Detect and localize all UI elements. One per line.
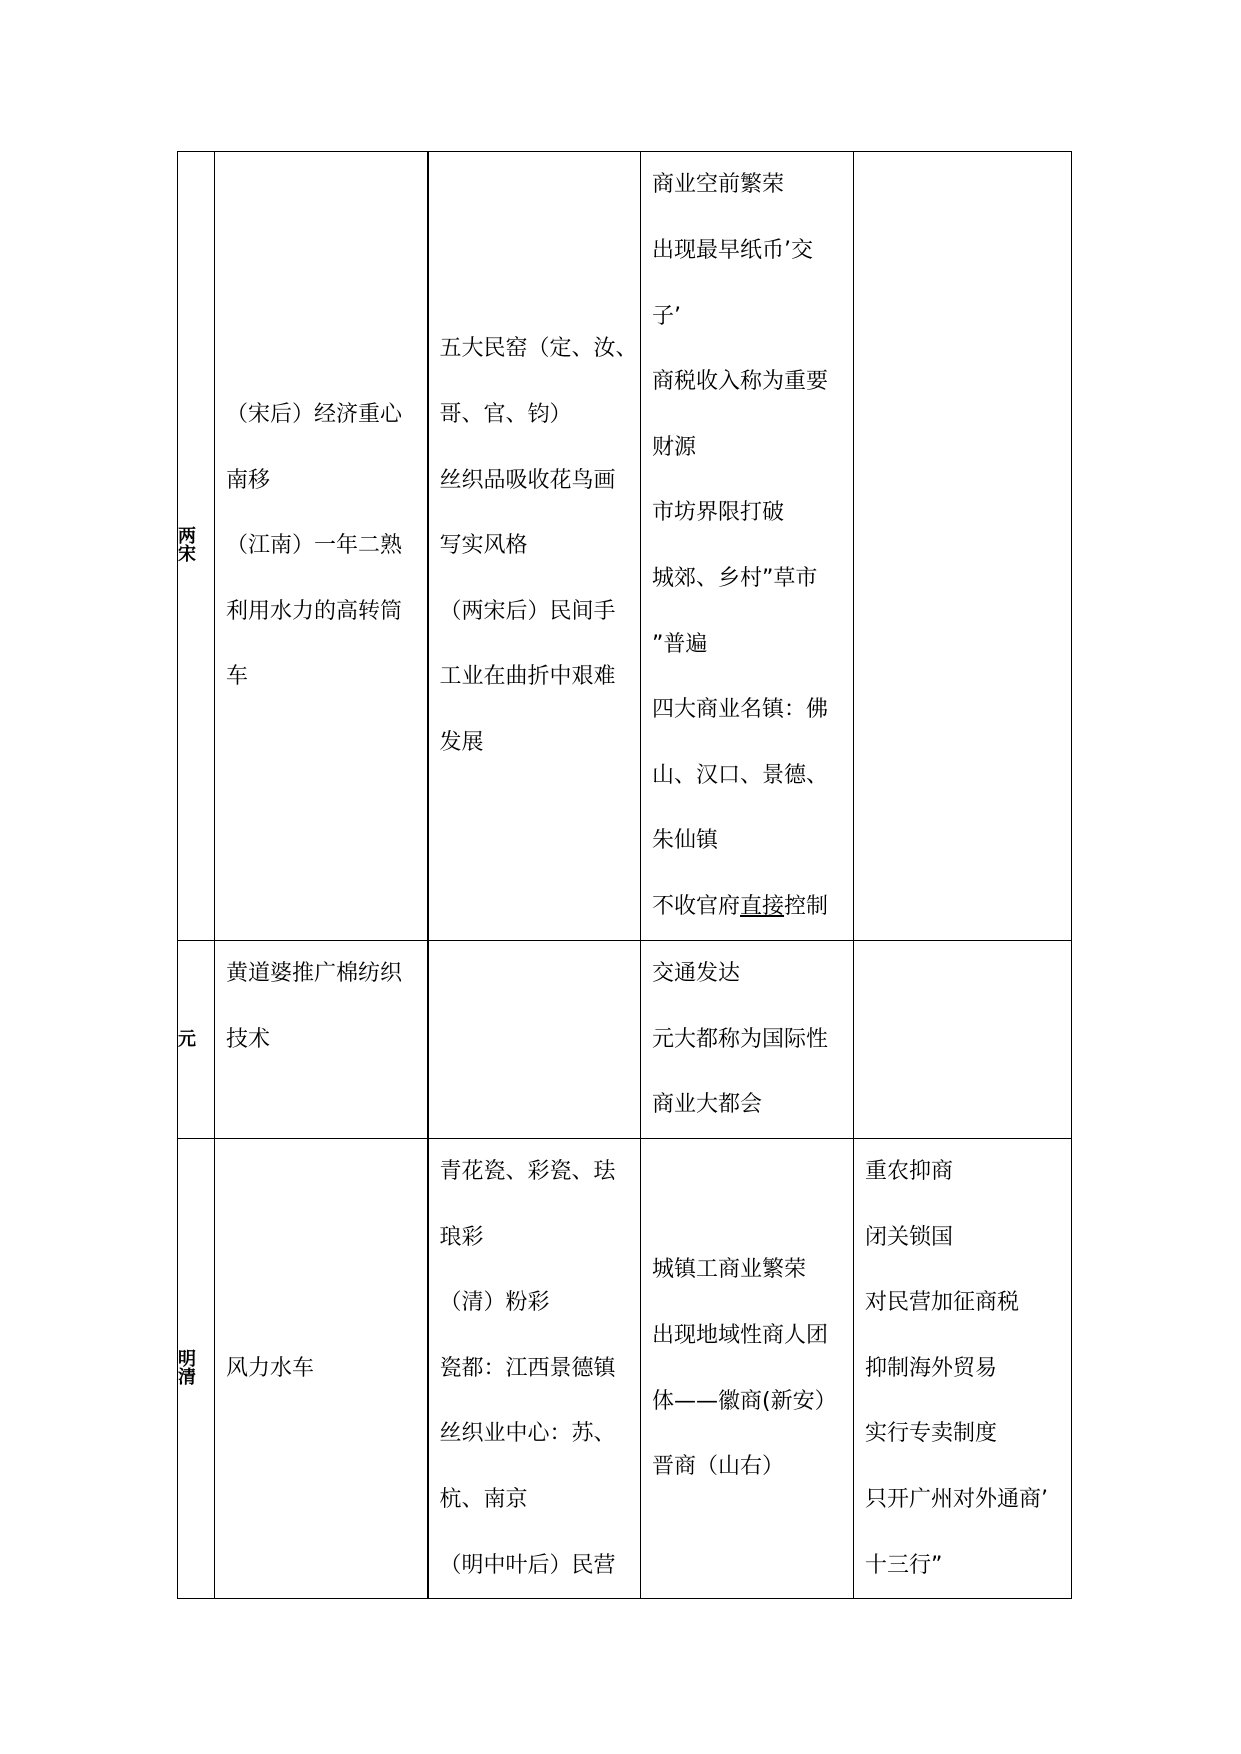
handicraft-cell	[428, 941, 641, 1139]
cell-line: 技术	[226, 1026, 271, 1052]
cell-line: 商业空前繁荣	[652, 172, 785, 198]
agriculture-cell	[215, 941, 428, 1139]
cell-line: 写实风格	[439, 533, 528, 559]
cell-line: 子’	[652, 303, 681, 329]
cell-line: 黄道婆推广棉纺织	[226, 961, 403, 987]
cell-line: 五大民窑（定、汝、	[439, 336, 638, 362]
period-label: 明清	[178, 1348, 196, 1388]
cell-line: 市坊界限打破	[652, 500, 785, 526]
cell-line: 朱仙镇	[652, 828, 719, 854]
period-cell	[178, 941, 215, 1139]
policy-cell	[854, 941, 1072, 1139]
cell-line: 利用水力的高转筒	[226, 598, 403, 624]
table-row-song	[178, 152, 1072, 941]
cell-line: 瓷都：江西景德镇	[439, 1355, 616, 1381]
cell-line: （宋后）经济重心	[226, 402, 403, 428]
cell-line: 哥、官、钧）	[439, 402, 572, 428]
handicraft-cell	[428, 1139, 641, 1599]
cell-line	[226, 1072, 427, 1138]
cell-line: 四大商业名镇：佛	[652, 697, 829, 723]
cell-line: 实行专卖制度	[865, 1421, 998, 1447]
cell-line: 南移	[226, 467, 271, 493]
cell-line: 山、汉口、景德、	[652, 762, 829, 788]
cell-line: 发展	[439, 729, 484, 755]
cell-line: 商税收入称为重要	[652, 369, 829, 395]
cell-line: （两宋后）民间手	[439, 598, 616, 624]
cell-line-last	[652, 874, 853, 940]
cell-line: （清）粉彩	[439, 1290, 550, 1316]
cell-line: 重农抑商	[865, 1159, 954, 1184]
cell-line: 十三行”	[865, 1552, 943, 1578]
cell-line: 琅彩	[439, 1224, 484, 1250]
cell-line: 城镇工商业繁荣	[652, 1257, 807, 1283]
cell-line: 车	[226, 664, 249, 690]
table-row-yuan	[178, 941, 1072, 1139]
commerce-cell	[641, 941, 854, 1139]
cell-line: 出现地域性商人团	[652, 1322, 829, 1348]
cell-line: 工业在曲折中艰难	[439, 664, 616, 690]
cell-line: 体——徽商(新安）	[652, 1388, 837, 1414]
cell-line: （明中叶后）民营	[439, 1552, 616, 1578]
cell-line: 财源	[652, 434, 697, 460]
handicraft-cell	[428, 152, 641, 941]
cell-line: 对民营加征商税	[865, 1290, 1020, 1316]
cell-line: ”普遍	[652, 631, 708, 657]
cell-line: 青花瓷、彩瓷、珐	[439, 1159, 616, 1184]
cell-line: 丝织业中心：苏、	[439, 1421, 616, 1447]
period-label: 两宋	[178, 526, 196, 566]
text-fragment: 控制	[784, 893, 829, 919]
history-economy-table	[177, 151, 1072, 1599]
period-label: 元	[178, 1028, 196, 1050]
agriculture-cell	[215, 152, 428, 941]
underlined-text: 直接	[740, 893, 785, 919]
cell-line: 杭、南京	[439, 1486, 528, 1512]
cell-line: 晋商（山右）	[652, 1454, 785, 1480]
commerce-cell	[641, 152, 854, 941]
cell-line: 元大都称为国际性	[652, 1026, 829, 1052]
cell-line: 出现最早纸币’交	[652, 238, 813, 264]
cell-line: 城郊、乡村”草市	[652, 566, 818, 591]
cell-line: 交通发达	[652, 961, 741, 987]
policy-cell	[854, 1139, 1072, 1599]
table-row-mingqing	[178, 1139, 1072, 1599]
agriculture-cell	[215, 1139, 428, 1599]
text-fragment: 不收官府	[652, 893, 741, 919]
commerce-cell	[641, 1139, 854, 1599]
cell-line: 风力水车	[226, 1355, 315, 1381]
cell-line: 只开广州对外通商’	[865, 1486, 1048, 1512]
policy-cell	[854, 152, 1072, 941]
period-cell	[178, 1139, 215, 1599]
cell-line: 抑制海外贸易	[865, 1355, 998, 1381]
period-cell	[178, 152, 215, 941]
cell-line: 闭关锁国	[865, 1224, 954, 1250]
cell-line: （江南）一年二熟	[226, 533, 403, 559]
cell-line: 丝织品吸收花鸟画	[439, 467, 616, 493]
cell-line: 商业大都会	[652, 1092, 763, 1118]
